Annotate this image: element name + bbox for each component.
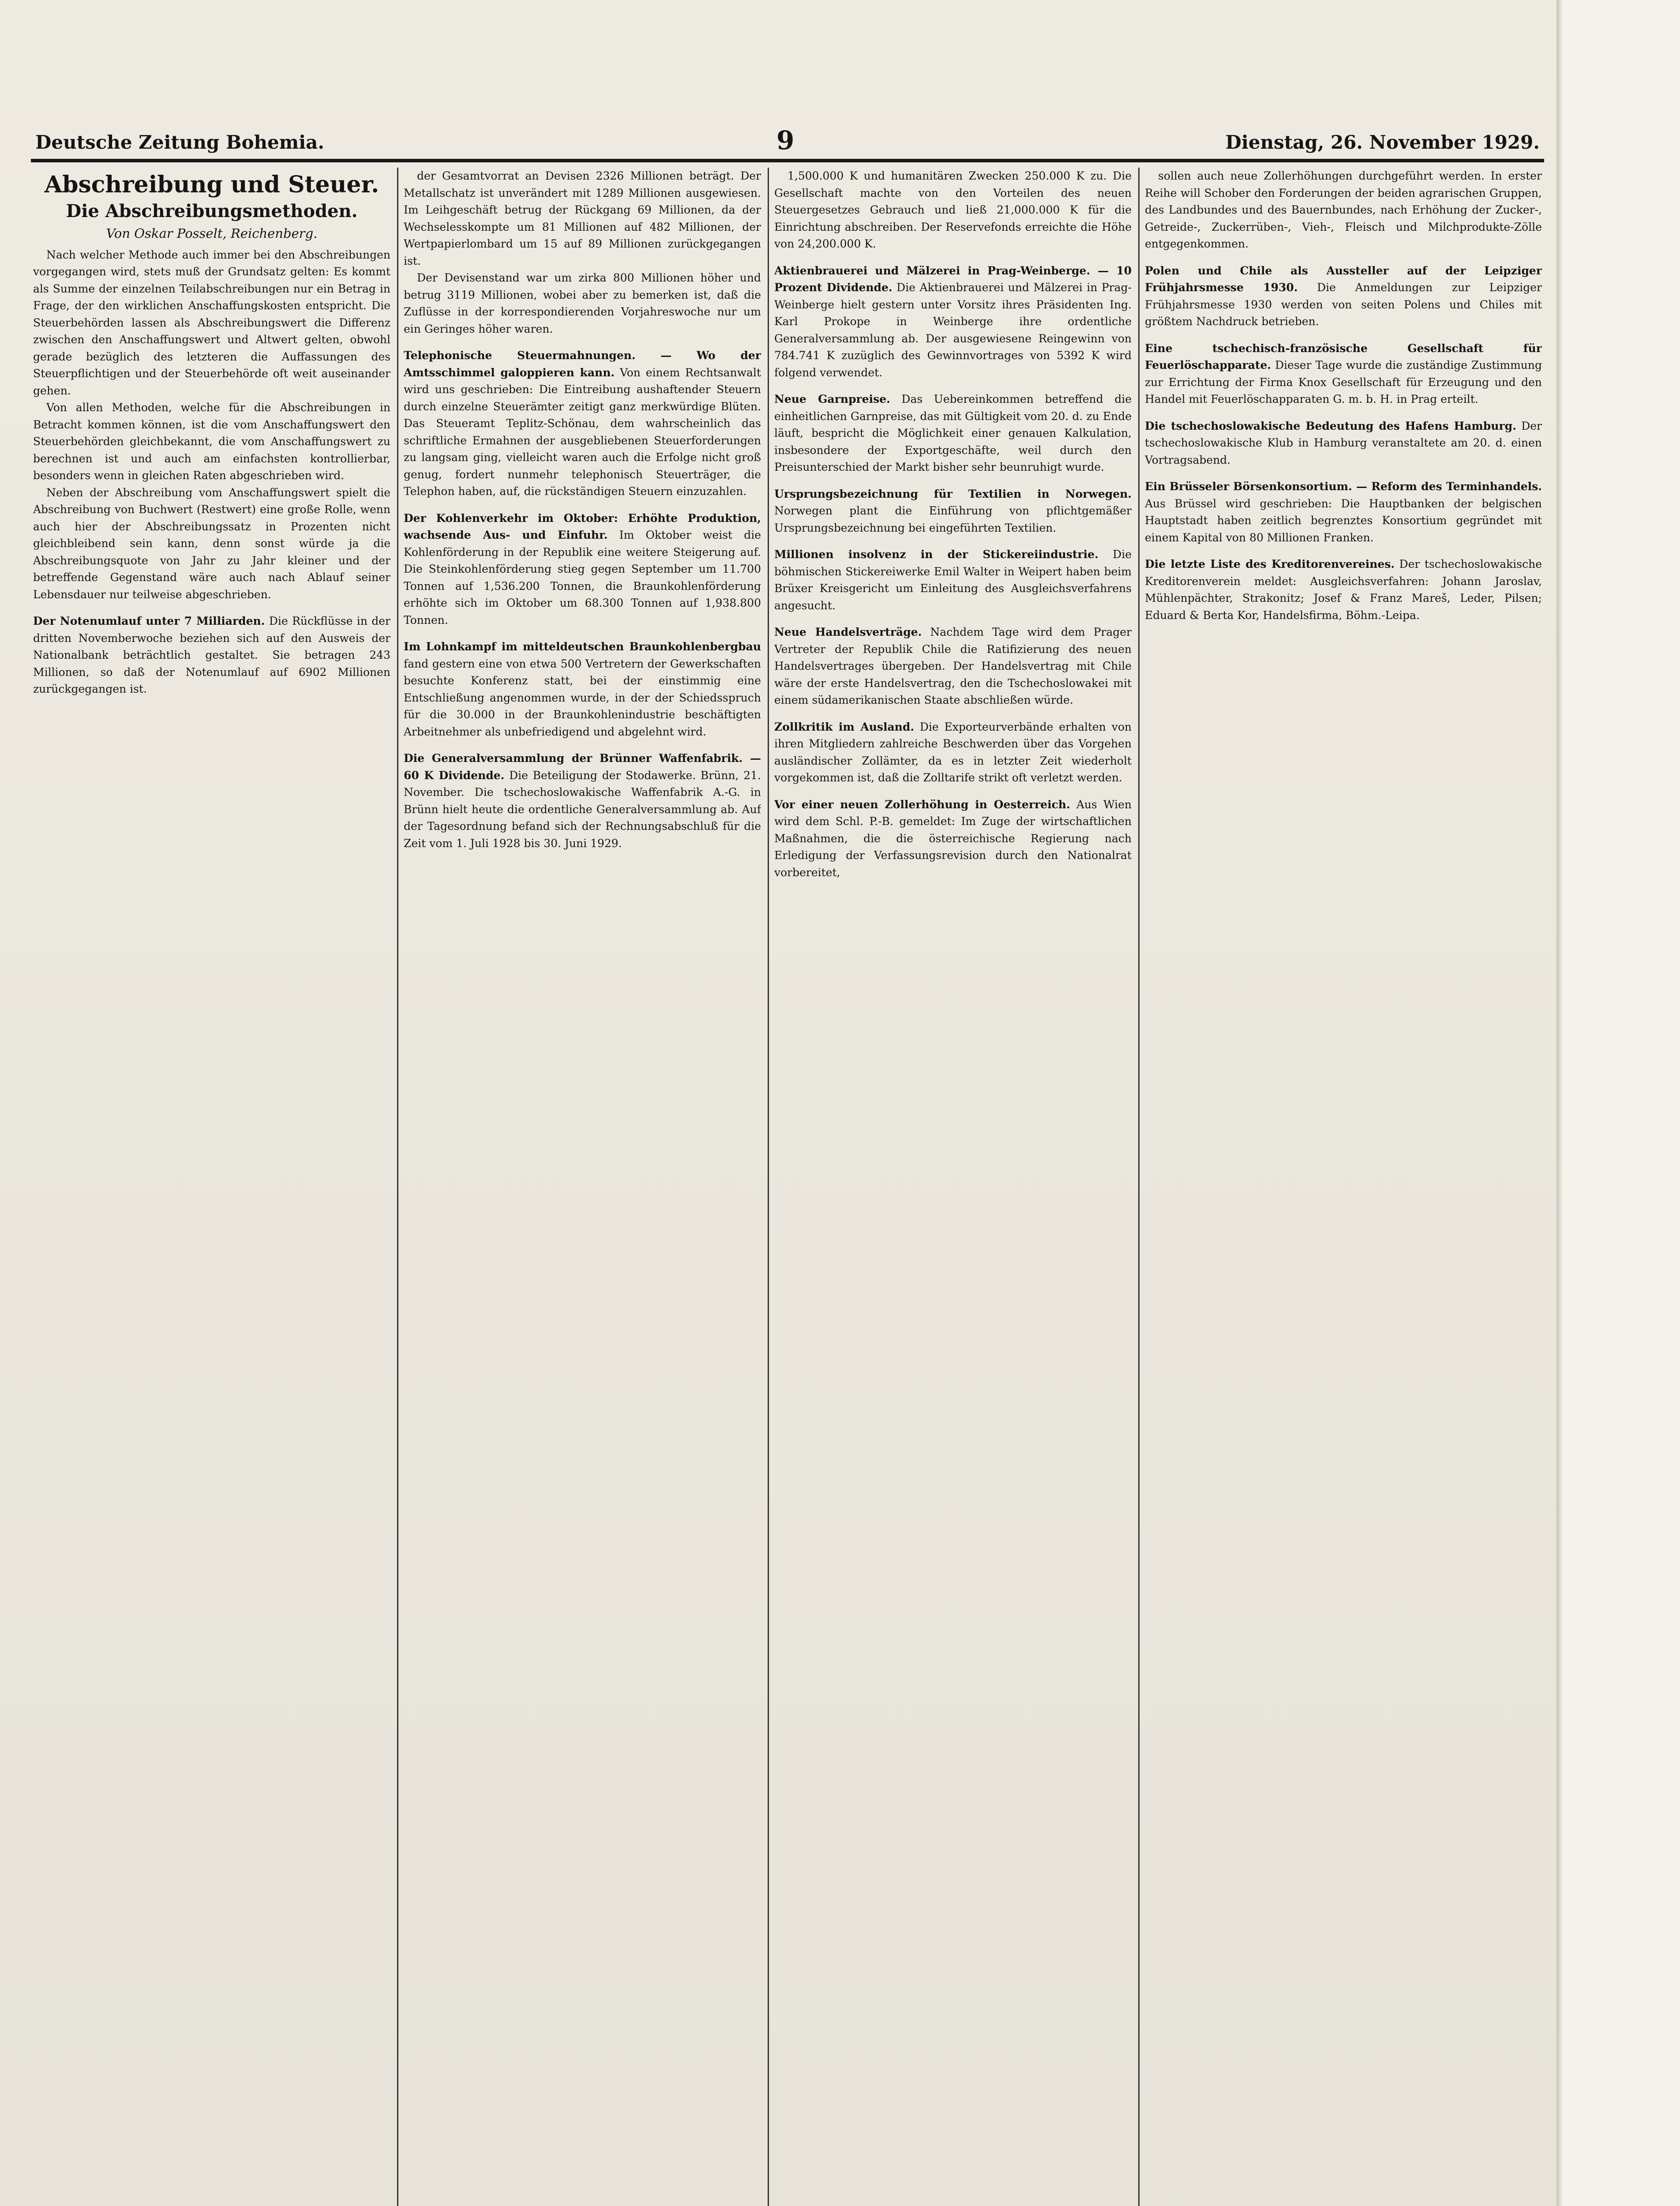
section-text: Dieser Tage wurde die zuständige Zustimmung zur Errichtung der Firma Knox Gesellschaft für Erzeugung und den Handel mit Feuerlöschapparaten G. m. b. H. in Prag erteilt. — [1145, 359, 1542, 405]
section-title: Der Notenumlauf unter 7 Milliarden. — [33, 615, 265, 627]
section-text: Von einem Rechtsanwalt wird uns geschrieben: Die Eintreibung aushaftender Steuern durch einzelne Steuerämter zeitigt ganz merkwürdige Blüten. Das Steueramt Teplitz-Schönau, dem wahrscheinlich das schriftliche Ermahnen der ausgebliebenen Steuerforderungen zu langsam ging, vielleicht waren auch die Erfolge nicht groß genug, fordert nunmehr telephonisch Steuerträger, die Telephon haben, auf, die rückständigen Steuern einzuzahlen. — [404, 366, 761, 498]
section-title: Telephonische Steuermahnungen. — Wo der Amtsschimmel galoppieren kann. — [404, 349, 761, 379]
article-subheadline: Die Abschreibungsmethoden. — [66, 201, 358, 221]
section-title: Millionen insolvenz in der Stickereiindustrie. — [774, 548, 1099, 561]
section-title: Eine tschechisch-französische Gesellschaft für Feuerlöschapparate. — [1145, 341, 1542, 371]
section-text: Die Exporteurverbände erhalten von ihren Mitgliedern zahlreiche Beschwerden über das Vorgehen ausländischer Zollämter, da es in letzter Zeit wiederholt vorgekommen ist, daß die Zolltarife strikt oft verletzt werden. — [774, 720, 1132, 784]
article-paragraph: der Gesamtvorrat an Devisen 2326 Millionen beträgt. Der Metallschatz ist unverändert mit 1289 Millionen ausgewiesen. Im Leihgeschäft betrug der Rückgang 69 Millionen, da der Wechselesskompte um 81 Millionen auf 482 Millionen, der Wertpapierlombard um 15 auf 89 Millionen zurückgegangen ist. — [404, 169, 761, 267]
section-text: Die Anmeldungen zur Leipziger Frühjahrsmesse 1930 werden von seiten Polens und Chiles mit größtem Nachdruck betrieben. — [1145, 281, 1542, 328]
newspaper-name: Deutsche Zeitung Bohemia. — [35, 131, 324, 153]
article-paragraph: Von allen Methoden, welche für die Abschreibungen in Betracht kommen können, ist die vom Anschaffungswert den Steuerbehörden gleichbekannt, die vom Anschaffungswert zu berechnen ist und auch am einfachsten kontrollierbar, besonders wenn in gleichen Raten abgeschrieben wird. — [33, 401, 390, 482]
page-number: 9 — [776, 125, 795, 155]
section-title: Die tschechoslowakische Bedeutung des Hafens Hamburg. — [1145, 419, 1516, 432]
article-byline: Von Oskar Posselt, Reichenberg. — [106, 226, 318, 241]
section-title: Ursprungsbezeichnung für Textilien in Norwegen. — [774, 487, 1132, 500]
column-4 — [1145, 168, 1542, 2206]
section-text: Die böhmischen Stickereiwerke Emil Walter in Weipert haben beim Brüxer Kreisgericht um Einleitung des Ausgleichsverfahrens angesucht. — [774, 548, 1132, 612]
column-rule — [1138, 168, 1140, 2206]
article-paragraph: Nach welcher Methode auch immer bei den Abschreibungen vorgegangen wird, stets muß der Grundsatz gelten: Es kommt als Summe der einzelnen Teilabschreibungen nur ein Betrag in Frage, der den wirklichen Anschaffungskosten entspricht. Die Steuerbehörden lassen als Abschreibungswert die Differenz zwischen den Anschaffungswert und Altwert gelten, obwohl gerade bezüglich des letzteren die Auffassungen des Steuerpflichtigen und der Steuerbehörde oft weit auseinander gehen. — [33, 248, 390, 397]
section-text: Aus Brüssel wird geschrieben: Die Hauptbanken der belgischen Hauptstadt haben zeitlich begrenztes Konsortium gegründet mit einem Kapital von 80 Millionen Franken. — [1145, 497, 1542, 544]
section-title: Aktienbrauerei und Mälzerei in Prag-Weinberge. — 10 Prozent Dividende. — [774, 264, 1132, 294]
section-text: Der tschechoslowakische Kreditorenverein meldet: Ausgleichsverfahren: Johann Jaroslav, Mühlenpächter, Strakonitz; Josef & Franz Mareš, Leder, Pilsen; Eduard & Berta Kor, Handelsfirma, Böhm.-Leipa. — [1145, 558, 1542, 622]
article-paragraph: Der Devisenstand war um zirka 800 Millionen höher und betrug 3119 Millionen, wobei aber zu bemerken ist, daß die Zuflüsse in der korrespondierenden Vorjahreswoche nur um ein Geringes höher waren. — [404, 271, 761, 335]
column-1 — [33, 168, 390, 2206]
section-text: Aus Wien wird dem Schl. P.-B. gemeldet: Im Zuge der wirtschaftlichen Maßnahmen, die die österreichische Regierung nach Erledigung der Verfassungsrevision durch den Nationalrat vorbereitet, — [774, 798, 1132, 879]
article-paragraph: sollen auch neue Zollerhöhungen durchgeführt werden. In erster Reihe will Schober den Forderungen der beiden agrarischen Gruppen, des Landbundes und des Bauernbundes, nach Erhöhung der Zucker-, Getreide-, Zuckerrüben-, Vieh-, Fleisch und Milchprodukte-Zölle entgegenkommen. — [1145, 169, 1542, 250]
masthead — [31, 125, 1544, 162]
section-title: Neue Handelsverträge. — [774, 626, 922, 638]
article-headline: Abschreibung und Steuer. — [44, 171, 379, 198]
section-text: Die Rückflüsse in der dritten Novemberwoche beziehen sich auf den Ausweis der Nationalbank beträchtlich gestaltet. Sie betragen 243 Millionen, so daß der Notenumlauf auf 6902 Millionen zurückgegangen ist. — [33, 615, 390, 695]
section-title: Die Generalversammlung der Brünner Waffenfabrik. — 60 K Dividende. — [404, 752, 761, 782]
section-text: fand gestern eine von etwa 500 Vertretern der Gewerkschaften besuchte Konferenz statt, bei der einstimmig eine Entschließung angenommen wurde, in der der Schiedsspruch für die 30.000 in der Braunkohlenindustrie beschäftigten Arbeitnehmer als unbefriedigend und abgelehnt wird. — [404, 657, 761, 738]
column-rule — [768, 168, 769, 2206]
column-2 — [404, 168, 761, 2206]
section-title: Ein Brüsseler Börsenkonsortium. — Reform des Terminhandels. — [1145, 480, 1542, 493]
section-text: Das Uebereinkommen betreffend die einheitlichen Garnpreise, das mit Gültigkeit vom 20. d. zu Ende läuft, bespricht die Möglichkeit einer genauen Kalkulation, insbesondere der Exportgeschäfte, weil durch den Preisunterschied der Markt bisher sehr beunruhigt wurde. — [774, 393, 1132, 473]
column-3 — [774, 168, 1132, 2206]
section-title: Die letzte Liste des Kreditorenvereines. — [1145, 558, 1395, 570]
section-text: Die Aktienbrauerei und Mälzerei in Prag-Weinberge hielt gestern unter Vorsitz ihres Präsidenten Ing. Karl Prokope in Weinberge ihre ordentliche Generalversammlung ab. Der ausgewiesene Reingewinn von 784.741 K zuzüglich des Gewinnvortrages von 5392 K wird folgend verwendet. — [774, 281, 1132, 379]
section-text: Der tschechoslowakische Klub in Hamburg veranstaltete am 20. d. einen Vortragsabend. — [1145, 419, 1542, 466]
section-title: Im Lohnkampf im mitteldeutschen Braunkohlenbergbau — [404, 640, 761, 653]
page-margin — [1562, 0, 1680, 2206]
section-title: Der Kohlenverkehr im Oktober: Erhöhte Produktion, wachsende Aus- und Einfuhr. — [404, 511, 761, 541]
section-title: Polen und Chile als Aussteller auf der Leipziger Frühjahrsmesse 1930. — [1145, 264, 1542, 294]
issue-date: Dienstag, 26. November 1929. — [1225, 131, 1540, 153]
section-text: Die Beteiligung der Stodawerke. Brünn, 21. November. Die tschechoslowakische Waffenfabrik A.-G. in Brünn hielt heute die ordentliche Generalversammlung ab. Auf der Tagesordnung befand sich der Rechnungsabschluß für die Zeit vom 1. Juli 1928 bis 30. Juni 1929. — [404, 769, 761, 850]
article-paragraph: 1,500.000 K und humanitären Zwecken 250.000 K zu. Die Gesellschaft machte von den Vorteilen des neuen Steuergesetzes Gebrauch und ließ 21,000.000 K für die Einrichtung abschreiben. Der Reservefonds erreichte die Höhe von 24,200.000 K. — [774, 169, 1132, 250]
section-text: Norwegen plant die Einführung von pflichtgemäßer Ursprungsbezeichnung bei eingeführten Textilien. — [774, 504, 1132, 534]
section-title: Vor einer neuen Zollerhöhung in Oesterreich. — [774, 798, 1070, 811]
section-text: Im Oktober weist die Kohlenförderung in der Republik eine weitere Steigerung auf. Die Steinkohlenförderung stieg gegen September um 11.700 Tonnen auf 1,536.200 Tonnen, die Braunkohlenförderung erhöhte sich im Oktober um 68.300 Tonnen auf 1,938.800 Tonnen. — [404, 529, 761, 627]
article-paragraph: Neben der Abschreibung vom Anschaffungswert spielt die Abschreibung von Buchwert (Restwert) eine große Rolle, wenn auch hier der Abschreibungssatz in Prozenten nicht gleichbleibend sein kann, denn sonst würde ja die Abschreibungsquote von Jahr zu Jahr kleiner und der betreffende Gegenstand wäre auch nach Ablauf seiner Lebensdauer nur teilweise abgeschrieben. — [33, 486, 390, 601]
column-rule — [397, 168, 398, 2206]
section-title: Neue Garnpreise. — [774, 393, 890, 405]
section-title: Zollkritik im Ausland. — [774, 720, 915, 733]
section-text: Nachdem Tage wird dem Prager Vertreter der Republik Chile die Ratifizierung des neuen Handelsvertrages übergeben. Der Handelsvertrag mit Chile wäre der erste Handelsvertrag, den die Tschechoslowakei mit einem südamerikanischen Staate abschließen würde. — [774, 626, 1132, 706]
